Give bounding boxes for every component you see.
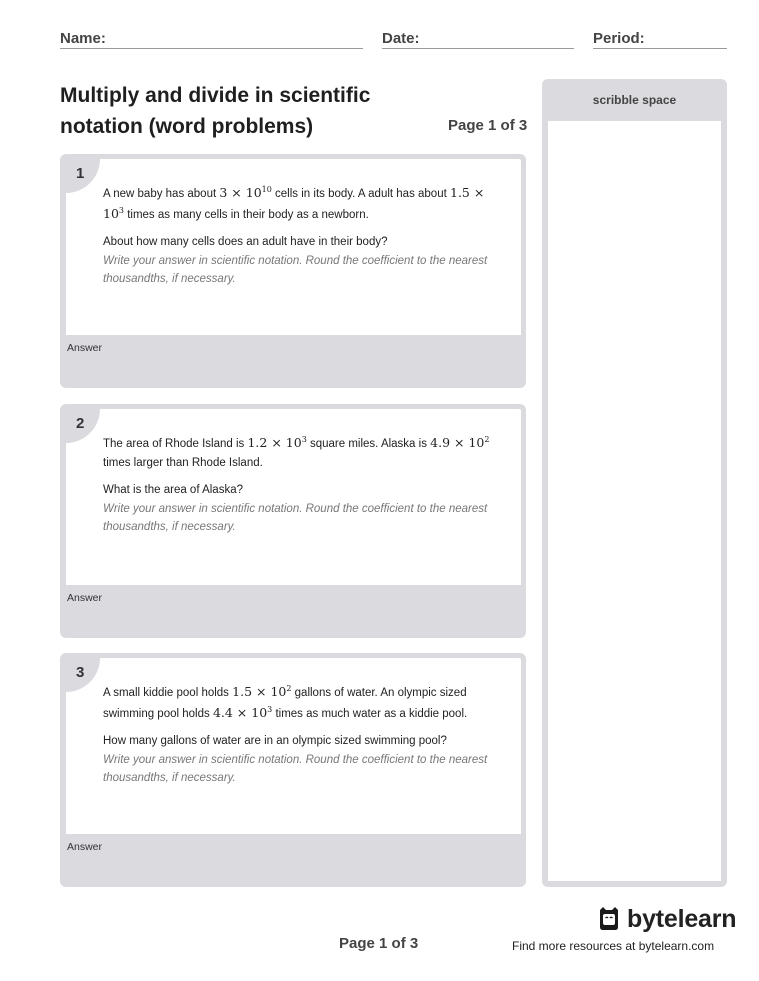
question-text <box>103 433 508 536</box>
question-number: 3 <box>76 664 85 681</box>
math-base: 1.5 × 10 <box>103 185 485 221</box>
question-card-1 <box>60 154 526 388</box>
date-label: Date: <box>382 30 420 47</box>
math-exponent: 10 <box>261 185 272 194</box>
question-ask: About how many cells does an adult have in their body? <box>103 236 388 248</box>
question-prompt <box>103 682 508 724</box>
page-indicator-top: Page 1 of 3 <box>448 117 528 134</box>
question-card-2 <box>60 404 526 638</box>
title-line-2: notation (word problems) <box>60 115 314 138</box>
prompt-text: times as many cells in their body as a newborn. <box>124 209 369 221</box>
math-exponent: 2 <box>484 435 490 444</box>
question-body-1 <box>66 159 521 335</box>
prompt-text: times larger than Rhode Island. <box>103 457 263 469</box>
question-instruction: Write your answer in scientific notation. Round the coefficient to the nearest thousandths, if necessary. <box>103 754 488 784</box>
title-line-1: Multiply and divide in scientific <box>60 84 371 107</box>
answer-label: Answer <box>67 342 103 354</box>
name-label: Name: <box>60 30 106 47</box>
question-body-2 <box>66 409 521 585</box>
math-expression <box>430 435 489 450</box>
prompt-text: The area of Rhode Island is <box>103 438 248 450</box>
date-field[interactable] <box>382 30 574 49</box>
scribble-label: scribble space <box>592 93 677 107</box>
name-field[interactable] <box>60 30 363 49</box>
bytelearn-logo <box>596 904 736 934</box>
answer-label: Answer <box>67 841 103 853</box>
scribble-area[interactable] <box>548 121 721 881</box>
math-base: 1.2 × 10 <box>247 435 302 450</box>
question-body-3 <box>66 658 521 834</box>
worksheet-title <box>60 80 420 142</box>
scribble-panel <box>542 79 727 887</box>
math-expression <box>213 705 272 720</box>
question-prompt <box>103 433 508 473</box>
math-expression <box>247 435 306 450</box>
question-ask: How many gallons of water are in an olympic sized swimming pool? <box>103 735 447 747</box>
math-expression <box>219 185 271 200</box>
prompt-text: gallons of water. An olympic sized swimming pool holds <box>103 687 467 720</box>
question-number: 1 <box>76 165 85 182</box>
question-instruction: Write your answer in scientific notation. Round the coefficient to the nearest thousandths, if necessary. <box>103 503 488 533</box>
page-indicator-bottom: Page 1 of 3 <box>339 935 419 952</box>
math-base: 3 × 10 <box>219 185 262 200</box>
question-text <box>103 682 508 787</box>
question-text <box>103 183 508 288</box>
math-base: 1.5 × 10 <box>232 684 287 699</box>
math-base: 4.4 × 10 <box>212 705 268 720</box>
math-exponent: 3 <box>118 206 124 215</box>
bytelearn-logo-icon <box>596 906 622 932</box>
question-instruction: Write your answer in scientific notation. Round the coefficient to the nearest thousandths, if necessary. <box>103 255 488 285</box>
prompt-text: A new baby has about <box>103 188 220 200</box>
answer-label: Answer <box>67 592 103 604</box>
math-base: 4.9 × 10 <box>430 435 485 450</box>
question-number: 2 <box>76 415 85 432</box>
footer-note: Find more resources at bytelearn.com <box>512 939 715 953</box>
period-label: Period: <box>593 30 645 47</box>
question-card-3 <box>60 653 526 887</box>
prompt-text: cells in its body. A adult has about <box>271 188 450 200</box>
math-exponent: 3 <box>301 435 307 444</box>
prompt-text: times as much water as a kiddie pool. <box>272 708 468 720</box>
prompt-text: A small kiddie pool holds <box>103 687 233 699</box>
math-exponent: 3 <box>267 705 273 714</box>
math-exponent: 2 <box>286 684 292 693</box>
question-prompt <box>103 183 508 225</box>
question-ask: What is the area of Alaska? <box>103 484 243 496</box>
period-field[interactable] <box>593 30 727 49</box>
brand-name: bytelearn <box>627 904 737 933</box>
math-expression <box>232 684 291 699</box>
prompt-text: square miles. Alaska is <box>306 438 431 450</box>
